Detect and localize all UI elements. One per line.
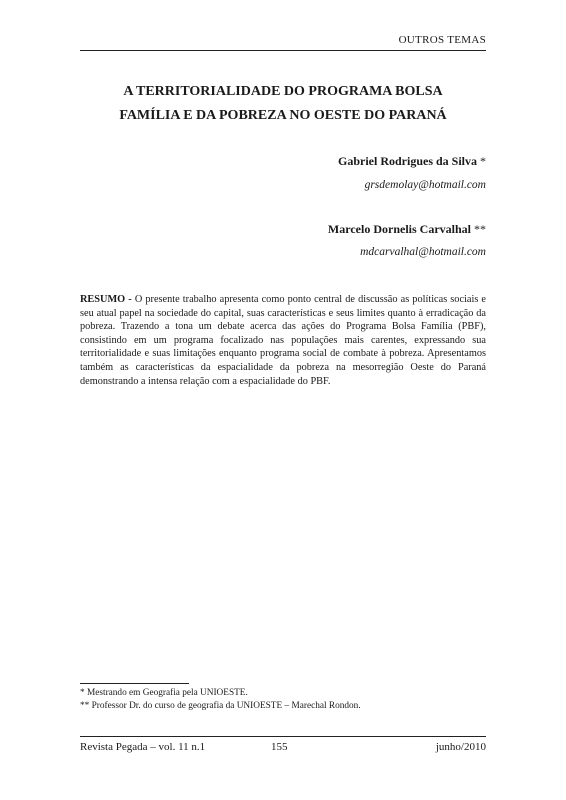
- title-line-2: FAMÍLIA E DA POBREZA NO OESTE DO PARANÁ: [119, 108, 447, 123]
- footer-journal: Revista Pegada – vol. 11 n.1: [80, 741, 206, 753]
- author-1: [338, 154, 486, 169]
- author-1-email: grsdemolay@hotmail.com: [364, 179, 486, 191]
- footer-rule: [80, 736, 486, 737]
- footnote-1: * Mestrando em Geografia pela UNIOESTE.: [80, 688, 248, 698]
- author-2-mark: **: [474, 222, 486, 236]
- article-title: [80, 80, 486, 128]
- author-2-name: Marcelo Dornelis Carvalhal: [327, 222, 471, 236]
- author-2: [328, 222, 486, 237]
- footer-date: junho/2010: [435, 741, 486, 753]
- header-rule: [80, 50, 486, 51]
- abstract-text: O presente trabalho apresenta como ponto central de discussão as políticas sociais e seu atual papel na sociedade do capital, suas características e seus limites quanto à erradicação da pobreza. Trazendo a tona um debate acerca das ações do Programa Bolsa Família (PBF), consistindo em um programa focalizado nas populações mais carentes, expressando sua territorialidade e suas limitações enquanto programa social de combate à pobreza. Apresentamos também as características da espacialidade da pobreza na mesorregião Oeste do Paraná demonstrando a intensa relação com a espacialidade do PBF.: [80, 294, 486, 387]
- title-line-1: A TERRITORIALIDADE DO PROGRAMA BOLSA: [123, 84, 443, 99]
- footnote-2: ** Professor Dr. do curso de geografia da UNIOESTE – Marechal Rondon.: [80, 701, 361, 711]
- section-label: OUTROS TEMAS: [398, 34, 486, 46]
- abstract-label: RESUMO -: [80, 294, 132, 305]
- author-1-name: Gabriel Rodrigues da Silva: [337, 154, 477, 168]
- abstract: [80, 293, 486, 388]
- author-1-mark: *: [480, 154, 486, 168]
- footnote-rule: [80, 683, 189, 684]
- page-number: 155: [271, 741, 288, 753]
- author-2-email: mdcarvalhal@hotmail.com: [360, 246, 486, 258]
